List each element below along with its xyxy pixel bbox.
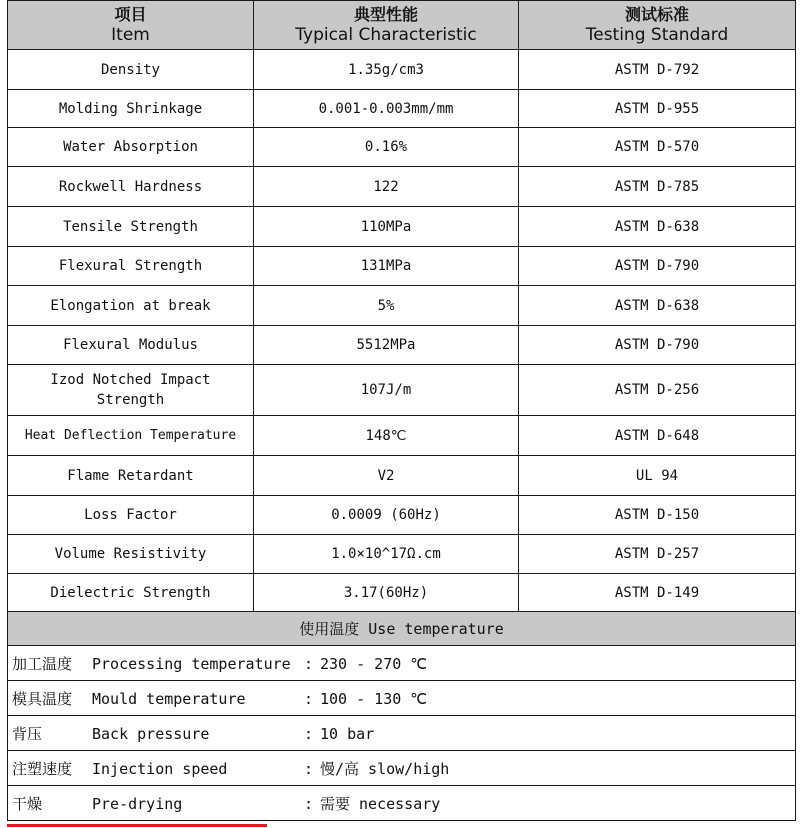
property-standard: ASTM D-638 bbox=[519, 286, 796, 326]
table-row bbox=[8, 247, 796, 286]
processing-separator: : bbox=[304, 654, 314, 673]
property-value: 5512MPa bbox=[254, 326, 519, 365]
processing-value: 需要 necessary bbox=[320, 794, 441, 813]
processing-separator: : bbox=[304, 689, 314, 708]
processing-label-en: Injection speed bbox=[92, 759, 228, 778]
property-value: 0.001-0.003mm/mm bbox=[254, 90, 519, 128]
header-standard bbox=[519, 1, 796, 50]
processing-label-cn: 加工温度 bbox=[12, 654, 73, 673]
property-name: Flexural Modulus bbox=[8, 326, 254, 365]
processing-value: 10 bar bbox=[320, 724, 375, 743]
property-value: 3.17(60Hz) bbox=[254, 574, 519, 612]
property-standard: ASTM D-570 bbox=[519, 128, 796, 167]
property-name: Flexural Strength bbox=[8, 247, 254, 286]
property-name: Izod Notched Impact Strength bbox=[8, 365, 254, 416]
processing-separator: : bbox=[304, 794, 314, 813]
property-standard: ASTM D-955 bbox=[519, 90, 796, 128]
property-value: 148℃ bbox=[254, 416, 519, 456]
processing-value: 慢/高 slow/high bbox=[320, 759, 450, 778]
property-value: 0.16% bbox=[254, 128, 519, 167]
table-row bbox=[8, 50, 796, 90]
processing-cell bbox=[8, 646, 796, 681]
header-characteristic-cn: 典型性能 bbox=[353, 5, 418, 24]
header-item-en: Item bbox=[111, 25, 150, 45]
property-value: 107J/m bbox=[254, 365, 519, 416]
header-standard-cn: 测试标准 bbox=[624, 5, 689, 24]
property-standard: ASTM D-256 bbox=[519, 365, 796, 416]
property-name: Heat Deflection Temperature bbox=[8, 416, 254, 456]
property-name: Water Absorption bbox=[8, 128, 254, 167]
table-row bbox=[8, 167, 796, 207]
table-header bbox=[8, 1, 796, 50]
property-name: Rockwell Hardness bbox=[8, 167, 254, 207]
property-standard: ASTM D-790 bbox=[519, 326, 796, 365]
section-title: 使用温度 Use temperature bbox=[8, 612, 796, 646]
processing-row bbox=[8, 751, 796, 786]
property-value: V2 bbox=[254, 456, 519, 496]
processing-row bbox=[8, 646, 796, 681]
processing-cell bbox=[8, 751, 796, 786]
header-item-cn: 项目 bbox=[114, 5, 147, 24]
property-name: Dielectric Strength bbox=[8, 574, 254, 612]
properties-table bbox=[7, 0, 796, 821]
property-value: 1.0×10^17Ω.cm bbox=[254, 535, 519, 574]
table-row bbox=[8, 207, 796, 247]
processing-label-en: Back pressure bbox=[92, 724, 210, 743]
section-header bbox=[8, 612, 796, 646]
table-row bbox=[8, 326, 796, 365]
processing-row bbox=[8, 716, 796, 751]
header-item bbox=[8, 1, 254, 50]
property-name: Volume Resistivity bbox=[8, 535, 254, 574]
processing-cell bbox=[8, 786, 796, 821]
processing-cell bbox=[8, 681, 796, 716]
property-name: Elongation at break bbox=[8, 286, 254, 326]
property-standard: ASTM D-638 bbox=[519, 207, 796, 247]
processing-label-cn: 干燥 bbox=[12, 794, 43, 813]
property-name: Tensile Strength bbox=[8, 207, 254, 247]
table-row bbox=[8, 365, 796, 416]
processing-separator: : bbox=[304, 724, 314, 743]
processing-row bbox=[8, 681, 796, 716]
property-standard: ASTM D-785 bbox=[519, 167, 796, 207]
header-characteristic bbox=[254, 1, 519, 50]
processing-label-en: Pre-drying bbox=[92, 794, 183, 813]
accent-underline bbox=[7, 824, 267, 827]
property-value: 122 bbox=[254, 167, 519, 207]
property-standard: ASTM D-149 bbox=[519, 574, 796, 612]
processing-cell bbox=[8, 716, 796, 751]
property-value: 1.35g/cm3 bbox=[254, 50, 519, 90]
processing-label-cn: 背压 bbox=[12, 724, 43, 743]
property-value: 5% bbox=[254, 286, 519, 326]
header-characteristic-en: Typical Characteristic bbox=[295, 25, 477, 45]
property-value: 0.0009 (60Hz) bbox=[254, 496, 519, 535]
property-standard: UL 94 bbox=[519, 456, 796, 496]
property-value: 131MPa bbox=[254, 247, 519, 286]
processing-value: 230 - 270 ℃ bbox=[320, 654, 428, 673]
processing-separator: : bbox=[304, 759, 314, 778]
spec-sheet bbox=[7, 0, 795, 821]
property-standard: ASTM D-790 bbox=[519, 247, 796, 286]
processing-label-cn: 注塑速度 bbox=[12, 759, 73, 778]
table-row bbox=[8, 456, 796, 496]
property-standard: ASTM D-257 bbox=[519, 535, 796, 574]
table-row bbox=[8, 496, 796, 535]
table-row bbox=[8, 416, 796, 456]
property-name: Flame Retardant bbox=[8, 456, 254, 496]
processing-label-en: Processing temperature bbox=[92, 654, 291, 673]
table-row bbox=[8, 535, 796, 574]
property-standard: ASTM D-648 bbox=[519, 416, 796, 456]
property-standard: ASTM D-792 bbox=[519, 50, 796, 90]
property-name: Loss Factor bbox=[8, 496, 254, 535]
processing-row bbox=[8, 786, 796, 821]
table-row bbox=[8, 286, 796, 326]
property-standard: ASTM D-150 bbox=[519, 496, 796, 535]
processing-label-en: Mould temperature bbox=[92, 689, 246, 708]
table-row bbox=[8, 128, 796, 167]
processing-value: 100 - 130 ℃ bbox=[320, 689, 428, 708]
table-row bbox=[8, 90, 796, 128]
property-name: Molding Shrinkage bbox=[8, 90, 254, 128]
table-row bbox=[8, 574, 796, 612]
property-value: 110MPa bbox=[254, 207, 519, 247]
processing-label-cn: 模具温度 bbox=[12, 689, 73, 708]
header-standard-en: Testing Standard bbox=[585, 25, 729, 45]
property-name: Density bbox=[8, 50, 254, 90]
